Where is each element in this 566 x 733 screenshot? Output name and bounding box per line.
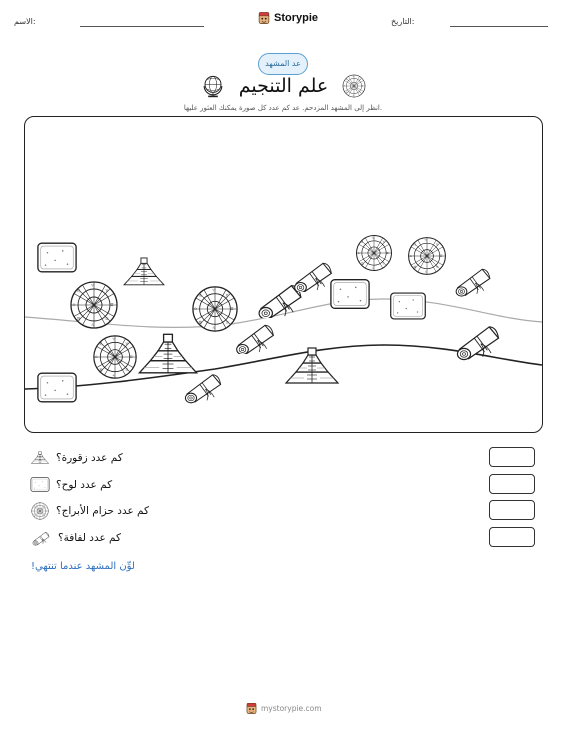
scene-drawing	[25, 117, 542, 432]
title-row	[201, 72, 366, 100]
globe-icon	[201, 74, 225, 98]
answer-box[interactable]	[489, 527, 535, 547]
pyramid-icon	[30, 449, 50, 466]
counting-scene	[24, 116, 543, 433]
name-line[interactable]	[80, 26, 204, 27]
zodiac-wheel-icon	[30, 502, 50, 520]
pyramid-icon	[124, 258, 164, 285]
answer-box[interactable]	[489, 500, 535, 520]
page-title: علم التنجيم	[238, 75, 329, 97]
pyramid-icon	[139, 334, 196, 373]
answer-box[interactable]	[489, 474, 535, 494]
footer-url[interactable]: mystorypie.com	[261, 704, 322, 713]
zodiac-wheel-icon	[357, 236, 392, 271]
question-text: كم عدد حزام الأبراج؟	[56, 505, 150, 517]
tablet-icon	[38, 243, 76, 272]
question-text: كم عدد لفافة؟	[58, 531, 122, 544]
mascot-icon	[257, 11, 271, 25]
zodiac-wheel-icon	[342, 74, 366, 98]
zodiac-wheel-icon	[71, 282, 117, 328]
footer	[245, 702, 322, 715]
question-row	[30, 476, 112, 493]
scroll-icon	[185, 375, 220, 403]
answer-box[interactable]	[489, 447, 535, 467]
mascot-icon	[245, 702, 258, 715]
question-row	[30, 502, 149, 520]
tablet-icon	[331, 280, 369, 309]
scroll-icon	[456, 269, 490, 296]
question-row	[30, 529, 121, 546]
scroll-icon	[30, 529, 52, 546]
tablet-icon	[30, 476, 50, 493]
coloring-note: لوِّن المشهد عندما تنتهي!	[31, 561, 135, 572]
date-label: التاريخ:	[391, 17, 415, 26]
tablet-icon	[391, 293, 426, 319]
scroll-icon	[237, 325, 274, 354]
zodiac-wheel-icon	[94, 336, 136, 378]
instructions: انظر إلى المشهد المزدحم. عد كم عدد كل صورة يمكنك العثور عليها.	[183, 104, 383, 112]
scroll-icon	[259, 286, 301, 319]
activity-badge: عد المشهد	[258, 53, 308, 75]
brand-logo	[257, 10, 318, 26]
question-text: كم عدد زقورة؟	[56, 451, 123, 464]
zodiac-wheel-icon	[409, 238, 446, 275]
question-row	[30, 449, 123, 466]
tablet-icon	[38, 373, 76, 402]
date-line[interactable]	[450, 26, 548, 27]
brand-name: Storypie	[274, 12, 319, 24]
question-text: كم عدد لوح؟	[56, 478, 113, 491]
pyramid-icon	[286, 348, 338, 383]
scroll-icon	[295, 263, 332, 292]
name-label: الاسم:	[14, 17, 36, 26]
zodiac-wheel-icon	[193, 287, 237, 331]
